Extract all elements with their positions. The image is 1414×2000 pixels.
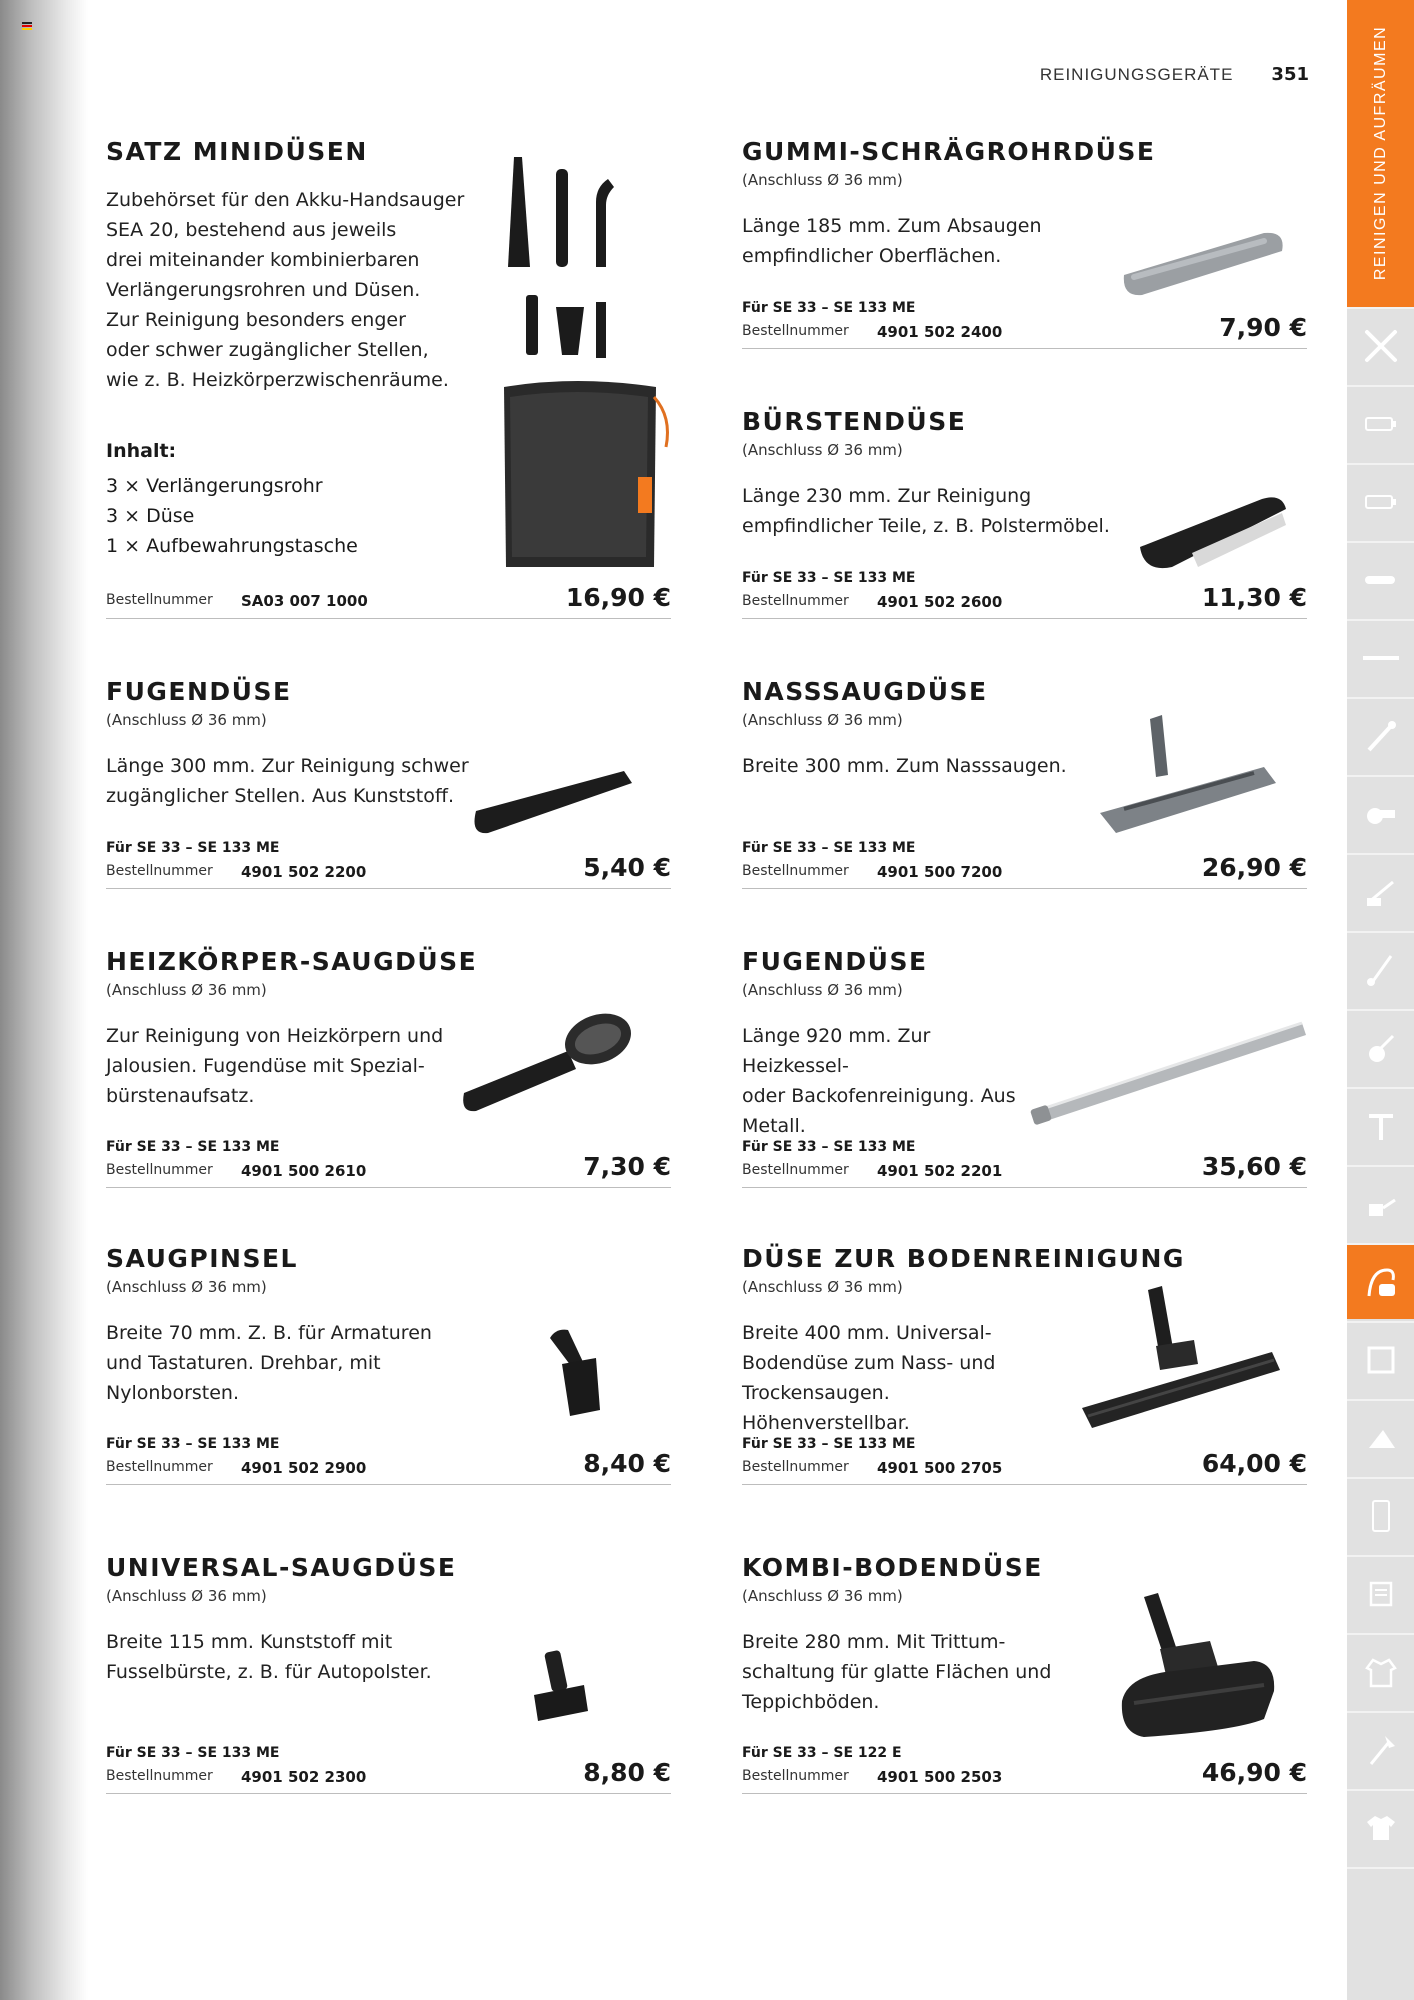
product-price: 35,60 € <box>1201 1152 1307 1181</box>
divider <box>742 618 1307 619</box>
category-sidebar <box>1347 0 1414 2000</box>
tshirt-icon[interactable] <box>1347 1789 1414 1865</box>
hedge-trimmer-icon[interactable] <box>1347 619 1414 695</box>
product-price: 26,90 € <box>1201 853 1307 882</box>
product-fits: Für SE 33 – SE 133 ME <box>106 840 280 856</box>
product-price: 64,00 € <box>1201 1449 1307 1478</box>
combi-floor-nozzle-image <box>1114 1591 1284 1741</box>
order-number: 4901 502 2200 <box>241 863 367 881</box>
order-label: Bestellnummer <box>742 1459 849 1475</box>
product-title: KOMBI-BODENDÜSE <box>742 1553 1043 1582</box>
flag-icon <box>22 22 32 29</box>
order-label: Bestellnummer <box>742 1162 849 1178</box>
contents-item: 3 × Verlängerungsrohr <box>106 475 323 497</box>
brush-nozzle-image <box>1132 487 1292 577</box>
product-price: 7,30 € <box>583 1152 671 1181</box>
order-number: 4901 500 2503 <box>877 1768 1003 1786</box>
sidebar-empty-slot <box>1347 1867 1414 2000</box>
product-connection: (Anschluss Ø 36 mm) <box>742 711 903 729</box>
order-number: 4901 500 2705 <box>877 1459 1003 1477</box>
smartphone-icon[interactable] <box>1347 1477 1414 1553</box>
product-title: FUGENDÜSE <box>106 677 292 706</box>
product-description: Breite 70 mm. Z. B. für Armaturen und Tastaturen. Drehbar, mit Nylonborsten. <box>106 1322 432 1404</box>
lawn-mower-icon[interactable] <box>1347 853 1414 929</box>
cutoff-machine-icon[interactable] <box>1347 775 1414 851</box>
crevice-nozzle-image <box>464 761 644 841</box>
contents-item: 3 × Düse <box>106 505 195 527</box>
product-fugenduese-kunststoff <box>106 677 671 889</box>
product-satz-miniduesen <box>106 137 671 619</box>
product-title: NASSSAUGDÜSE <box>742 677 988 706</box>
axe-icon[interactable] <box>1347 1711 1414 1787</box>
product-price: 8,40 € <box>583 1449 671 1478</box>
product-description: Breite 280 mm. Mit Trittum- schaltung für glatte Flächen und Teppichböden. <box>742 1631 1052 1713</box>
page-gutter-shadow <box>0 0 88 2000</box>
product-description: Breite 300 mm. Zum Nasssaugen. <box>742 755 1067 777</box>
product-title: GUMMI-SCHRÄGROHRDÜSE <box>742 137 1156 166</box>
order-label: Bestellnummer <box>106 1459 213 1475</box>
tools-icon[interactable] <box>1347 307 1414 383</box>
product-title: SATZ MINIDÜSEN <box>106 137 368 166</box>
contents-item: 1 × Aufbewahrungstasche <box>106 535 358 557</box>
product-connection: (Anschluss Ø 36 mm) <box>106 711 267 729</box>
product-connection: (Anschluss Ø 36 mm) <box>742 441 903 459</box>
radiator-nozzle-image <box>456 997 646 1117</box>
product-duese-bodenreinigung <box>742 1244 1307 1484</box>
product-price: 7,90 € <box>1219 313 1307 342</box>
product-description: Länge 300 mm. Zur Reinigung schwer zugänglicher Stellen. Aus Kunststoff. <box>106 755 469 807</box>
product-price: 8,80 € <box>583 1758 671 1787</box>
product-fits: Für SE 33 – SE 133 ME <box>742 300 916 316</box>
divider <box>742 348 1307 349</box>
product-title: DÜSE ZUR BODENREINIGUNG <box>742 1244 1185 1273</box>
divider <box>106 618 671 619</box>
product-fits: Für SE 33 – SE 133 ME <box>106 1745 280 1761</box>
order-number: SA03 007 1000 <box>241 592 368 610</box>
product-fits: Für SE 33 – SE 133 ME <box>742 1436 916 1452</box>
product-price: 16,90 € <box>565 583 671 612</box>
product-gummi-schraegrohrduese <box>742 137 1307 349</box>
order-number: 4901 502 2600 <box>877 593 1003 611</box>
dusting-brush-image <box>536 1324 616 1424</box>
product-kombi-bodenduese <box>742 1553 1307 1793</box>
product-connection: (Anschluss Ø 36 mm) <box>742 981 903 999</box>
battery-system-icon[interactable] <box>1347 463 1414 539</box>
product-fugenduese-metall <box>742 947 1307 1187</box>
tiller-icon[interactable] <box>1347 1009 1414 1085</box>
product-fits: Für SE 33 – SE 133 ME <box>742 1139 916 1155</box>
page-header <box>1040 64 1309 85</box>
page-number: 351 <box>1271 64 1309 85</box>
product-fits: Für SE 33 – SE 133 ME <box>106 1436 280 1452</box>
order-label: Bestellnummer <box>742 863 849 879</box>
product-connection: (Anschluss Ø 36 mm) <box>106 1278 267 1296</box>
order-label: Bestellnummer <box>106 1162 213 1178</box>
product-title: UNIVERSAL-SAUGDÜSE <box>106 1553 457 1582</box>
shredder-icon[interactable] <box>1347 1321 1414 1397</box>
product-nasssaugduese <box>742 677 1307 889</box>
order-number: 4901 502 2201 <box>877 1162 1003 1180</box>
earth-auger-icon[interactable] <box>1347 1087 1414 1163</box>
product-connection: (Anschluss Ø 36 mm) <box>742 171 903 189</box>
sprayer-icon[interactable] <box>1347 1165 1414 1241</box>
product-connection: (Anschluss Ø 36 mm) <box>742 1587 903 1605</box>
order-label: Bestellnummer <box>742 593 849 609</box>
blower-icon[interactable] <box>1347 697 1414 773</box>
robot-mower-icon[interactable] <box>1347 1399 1414 1475</box>
divider <box>106 1484 671 1485</box>
order-number: 4901 500 7200 <box>877 863 1003 881</box>
product-connection: (Anschluss Ø 36 mm) <box>106 1587 267 1605</box>
section-title: REINIGUNGSGERÄTE <box>1039 65 1234 84</box>
battery-icon[interactable] <box>1347 385 1414 461</box>
rubber-nozzle-image <box>1114 225 1294 305</box>
product-connection: (Anschluss Ø 36 mm) <box>742 1278 903 1296</box>
wet-nozzle-image <box>1094 713 1284 837</box>
category-label: REINIGEN UND AUFRÄUMEN <box>1371 25 1389 281</box>
product-description: Zur Reinigung von Heizkörpern und Jalousien. Fugendüse mit Spezial- bürstenaufsatz. <box>106 1025 444 1107</box>
product-universal-saugduese <box>106 1553 671 1793</box>
divider <box>742 1187 1307 1188</box>
product-title: BÜRSTENDÜSE <box>742 407 967 436</box>
chainsaw-icon[interactable] <box>1347 541 1414 617</box>
category-tab-active[interactable] <box>1347 0 1414 307</box>
jacket-icon[interactable] <box>1347 1633 1414 1709</box>
product-fits: Für SE 33 – SE 122 E <box>742 1745 902 1761</box>
product-title: FUGENDÜSE <box>742 947 928 976</box>
divider <box>742 1484 1307 1485</box>
order-label: Bestellnummer <box>106 592 213 608</box>
product-buerstenduese <box>742 407 1307 619</box>
product-connection: (Anschluss Ø 36 mm) <box>106 981 267 999</box>
product-price: 11,30 € <box>1201 583 1307 612</box>
product-description: Länge 920 mm. Zur Heizkessel- oder Backofenreinigung. Aus Metall. <box>742 1025 1016 1137</box>
product-price: 5,40 € <box>583 853 671 882</box>
product-heizkoerper-saugduese <box>106 947 671 1187</box>
order-label: Bestellnummer <box>106 1768 213 1784</box>
product-fits: Für SE 33 – SE 133 ME <box>742 840 916 856</box>
order-label: Bestellnummer <box>742 1768 849 1784</box>
order-number: 4901 502 2300 <box>241 1768 367 1786</box>
product-description: Breite 400 mm. Universal- Bodendüse zum Nass- und Trockensaugen. Höhenverstellbar. <box>742 1322 996 1434</box>
product-description: Breite 115 mm. Kunststoff mit Fusselbürste, z. B. für Autopolster. <box>106 1631 432 1683</box>
divider <box>742 888 1307 889</box>
product-title: SAUGPINSEL <box>106 1244 298 1273</box>
product-fits: Für SE 33 – SE 133 ME <box>106 1139 280 1155</box>
manual-icon[interactable] <box>1347 1555 1414 1631</box>
order-label: Bestellnummer <box>106 863 213 879</box>
mini-nozzle-set-image <box>496 147 676 567</box>
order-number: 4901 502 2400 <box>877 323 1003 341</box>
order-number: 4901 502 2900 <box>241 1459 367 1477</box>
divider <box>106 888 671 889</box>
product-price: 46,90 € <box>1201 1758 1307 1787</box>
product-fits: Für SE 33 – SE 133 ME <box>742 570 916 586</box>
product-title: HEIZKÖRPER-SAUGDÜSE <box>106 947 478 976</box>
divider <box>106 1793 671 1794</box>
order-number: 4901 500 2610 <box>241 1162 367 1180</box>
contents-list <box>106 471 358 561</box>
product-description: Zubehörset für den Akku-Handsauger SEA 20, bestehend aus jeweils drei miteinander kombinierbaren Verlängerungsrohren und Düsen. Zur Reinigung besonders enger oder schwer zugänglicher Stellen, wie z. B. Heizkörperzwischenräume. <box>106 189 465 391</box>
product-description: Länge 185 mm. Zum Absaugen empfindlicher Oberflächen. <box>742 215 1042 267</box>
order-label: Bestellnummer <box>742 323 849 339</box>
metal-crevice-nozzle-image <box>1030 1015 1310 1127</box>
vacuum-cleaner-icon[interactable] <box>1347 1243 1414 1319</box>
divider <box>106 1187 671 1188</box>
floor-nozzle-image <box>1076 1284 1286 1434</box>
upholstery-nozzle-image <box>526 1645 606 1735</box>
contents-heading: Inhalt: <box>106 440 177 462</box>
trimmer-icon[interactable] <box>1347 931 1414 1007</box>
product-description: Länge 230 mm. Zur Reinigung empfindlicher Teile, z. B. Polstermöbel. <box>742 485 1110 537</box>
product-saugpinsel <box>106 1244 671 1484</box>
divider <box>742 1793 1307 1794</box>
